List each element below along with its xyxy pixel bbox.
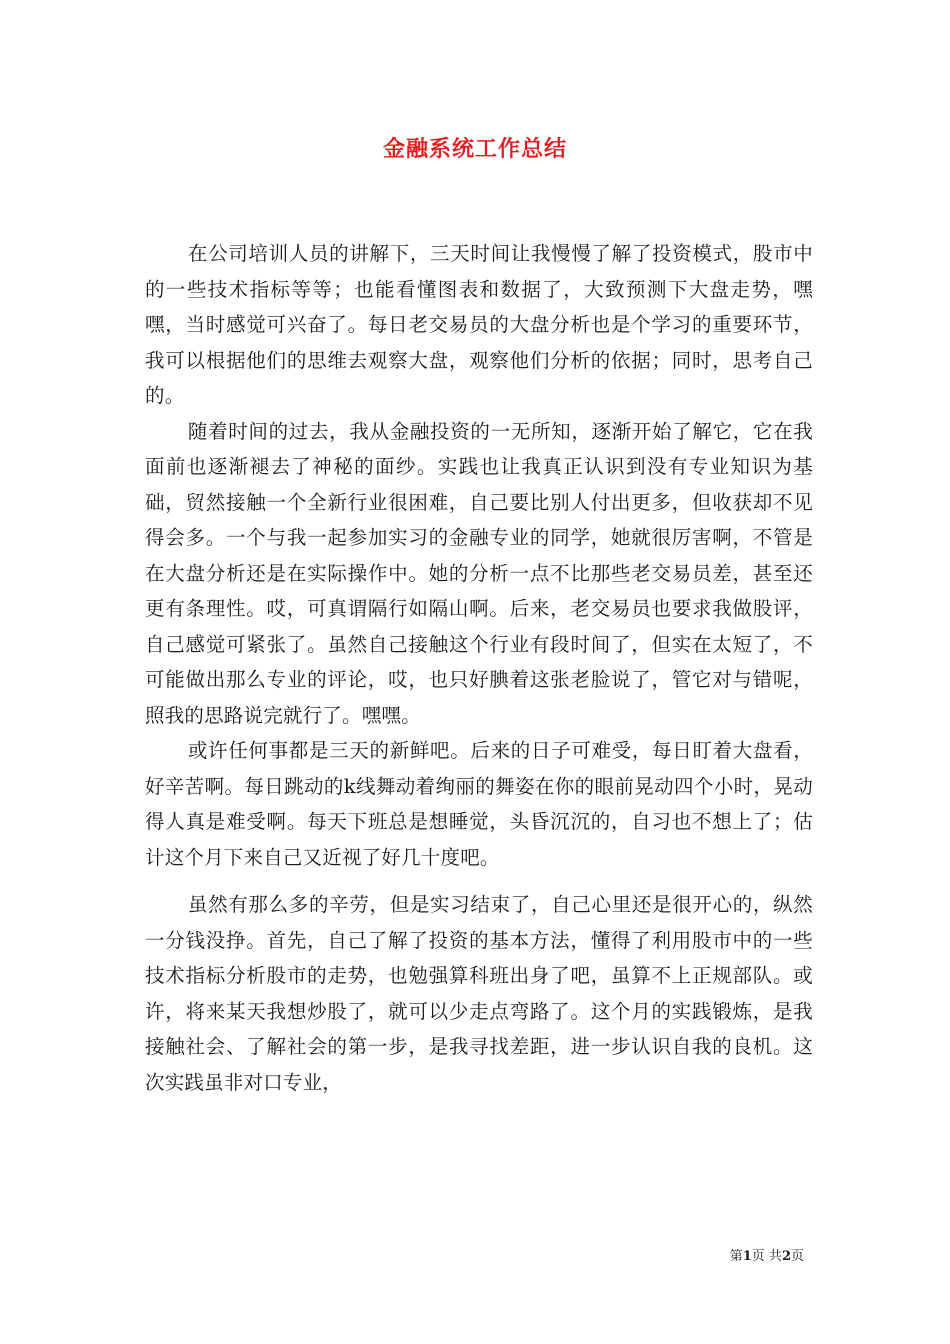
footer-total-pages: 2 (781, 1249, 791, 1264)
footer-prefix: 第 (729, 1249, 743, 1264)
paragraph-4: 虽然有那么多的辛劳，但是实习结束了，自己心里还是很开心的，纵然一分钱没挣。首先，自己了解了投资的基本方法，懂得了利用股市中的一些技术指标分析股市的走势，也勉强算科班出身了吧，虽算不上正规部队。或许，将来某天我想炒股了，就可以少走点弯路了。这个月的实践锻炼，是我接触社会、了解社会的第一步，是我寻找差距，进一步认识自我的良机。这次实践虽非对口专业， (145, 893, 813, 1094)
paragraph-2: 随着时间的过去，我从金融投资的一无所知，逐渐开始了解它，它在我面前也逐渐褪去了神秘的面纱。实践也让我真正认识到没有专业知识为基础，贸然接触一个全新行业很困难，自己要比别人付出更多，但收获却不见得会多。一个与我一起参加实习的金融专业的同学，她就很厉害啊，不管是在大盘分析还是在实际操作中。她的分析一点不比那些老交易员差，甚至还更有条理性。哎，可真谓隔行如隔山啊。后来，老交易员也要求我做股评，自己感觉可紧张了。虽然自己接触这个行业有段时间了，但实在太短了，不可能做出那么专业的评论，哎，也只好腆着这张老脸说了，管它对与错呢，照我的思路说完就行了。嘿嘿。 (145, 419, 813, 727)
footer-current-page: 1 (742, 1249, 752, 1264)
footer-middle: 页 共 (751, 1249, 782, 1264)
document-title: 金融系统工作总结 (382, 136, 567, 162)
paragraph-1: 在公司培训人员的讲解下，三天时间让我慢慢了解了投资模式，股市中的一些技术指标等等；也能看懂图表和数据了，大致预测下大盘走势，嘿嘿，当时感觉可兴奋了。每日老交易员的大盘分析也是个学习的重要环节，我可以根据他们的思维去观察大盘，观察他们分析的依据；同时，思考自己的。 (145, 242, 813, 407)
document-body (145, 236, 813, 1100)
page-footer (730, 1245, 804, 1264)
footer-suffix: 页 (790, 1249, 804, 1264)
paragraph-3: 或许任何事都是三天的新鲜吧。后来的日子可难受，每日盯着大盘看，好辛苦啊。每日跳动的k线舞动着绚丽的舞姿在你的眼前晃动四个小时，晃动得人真是难受啊。每天下班总是想睡觉，头昏沉沉的，自习也不想上了；估计这个月下来自己又近视了好几十度吧。 (145, 739, 813, 869)
